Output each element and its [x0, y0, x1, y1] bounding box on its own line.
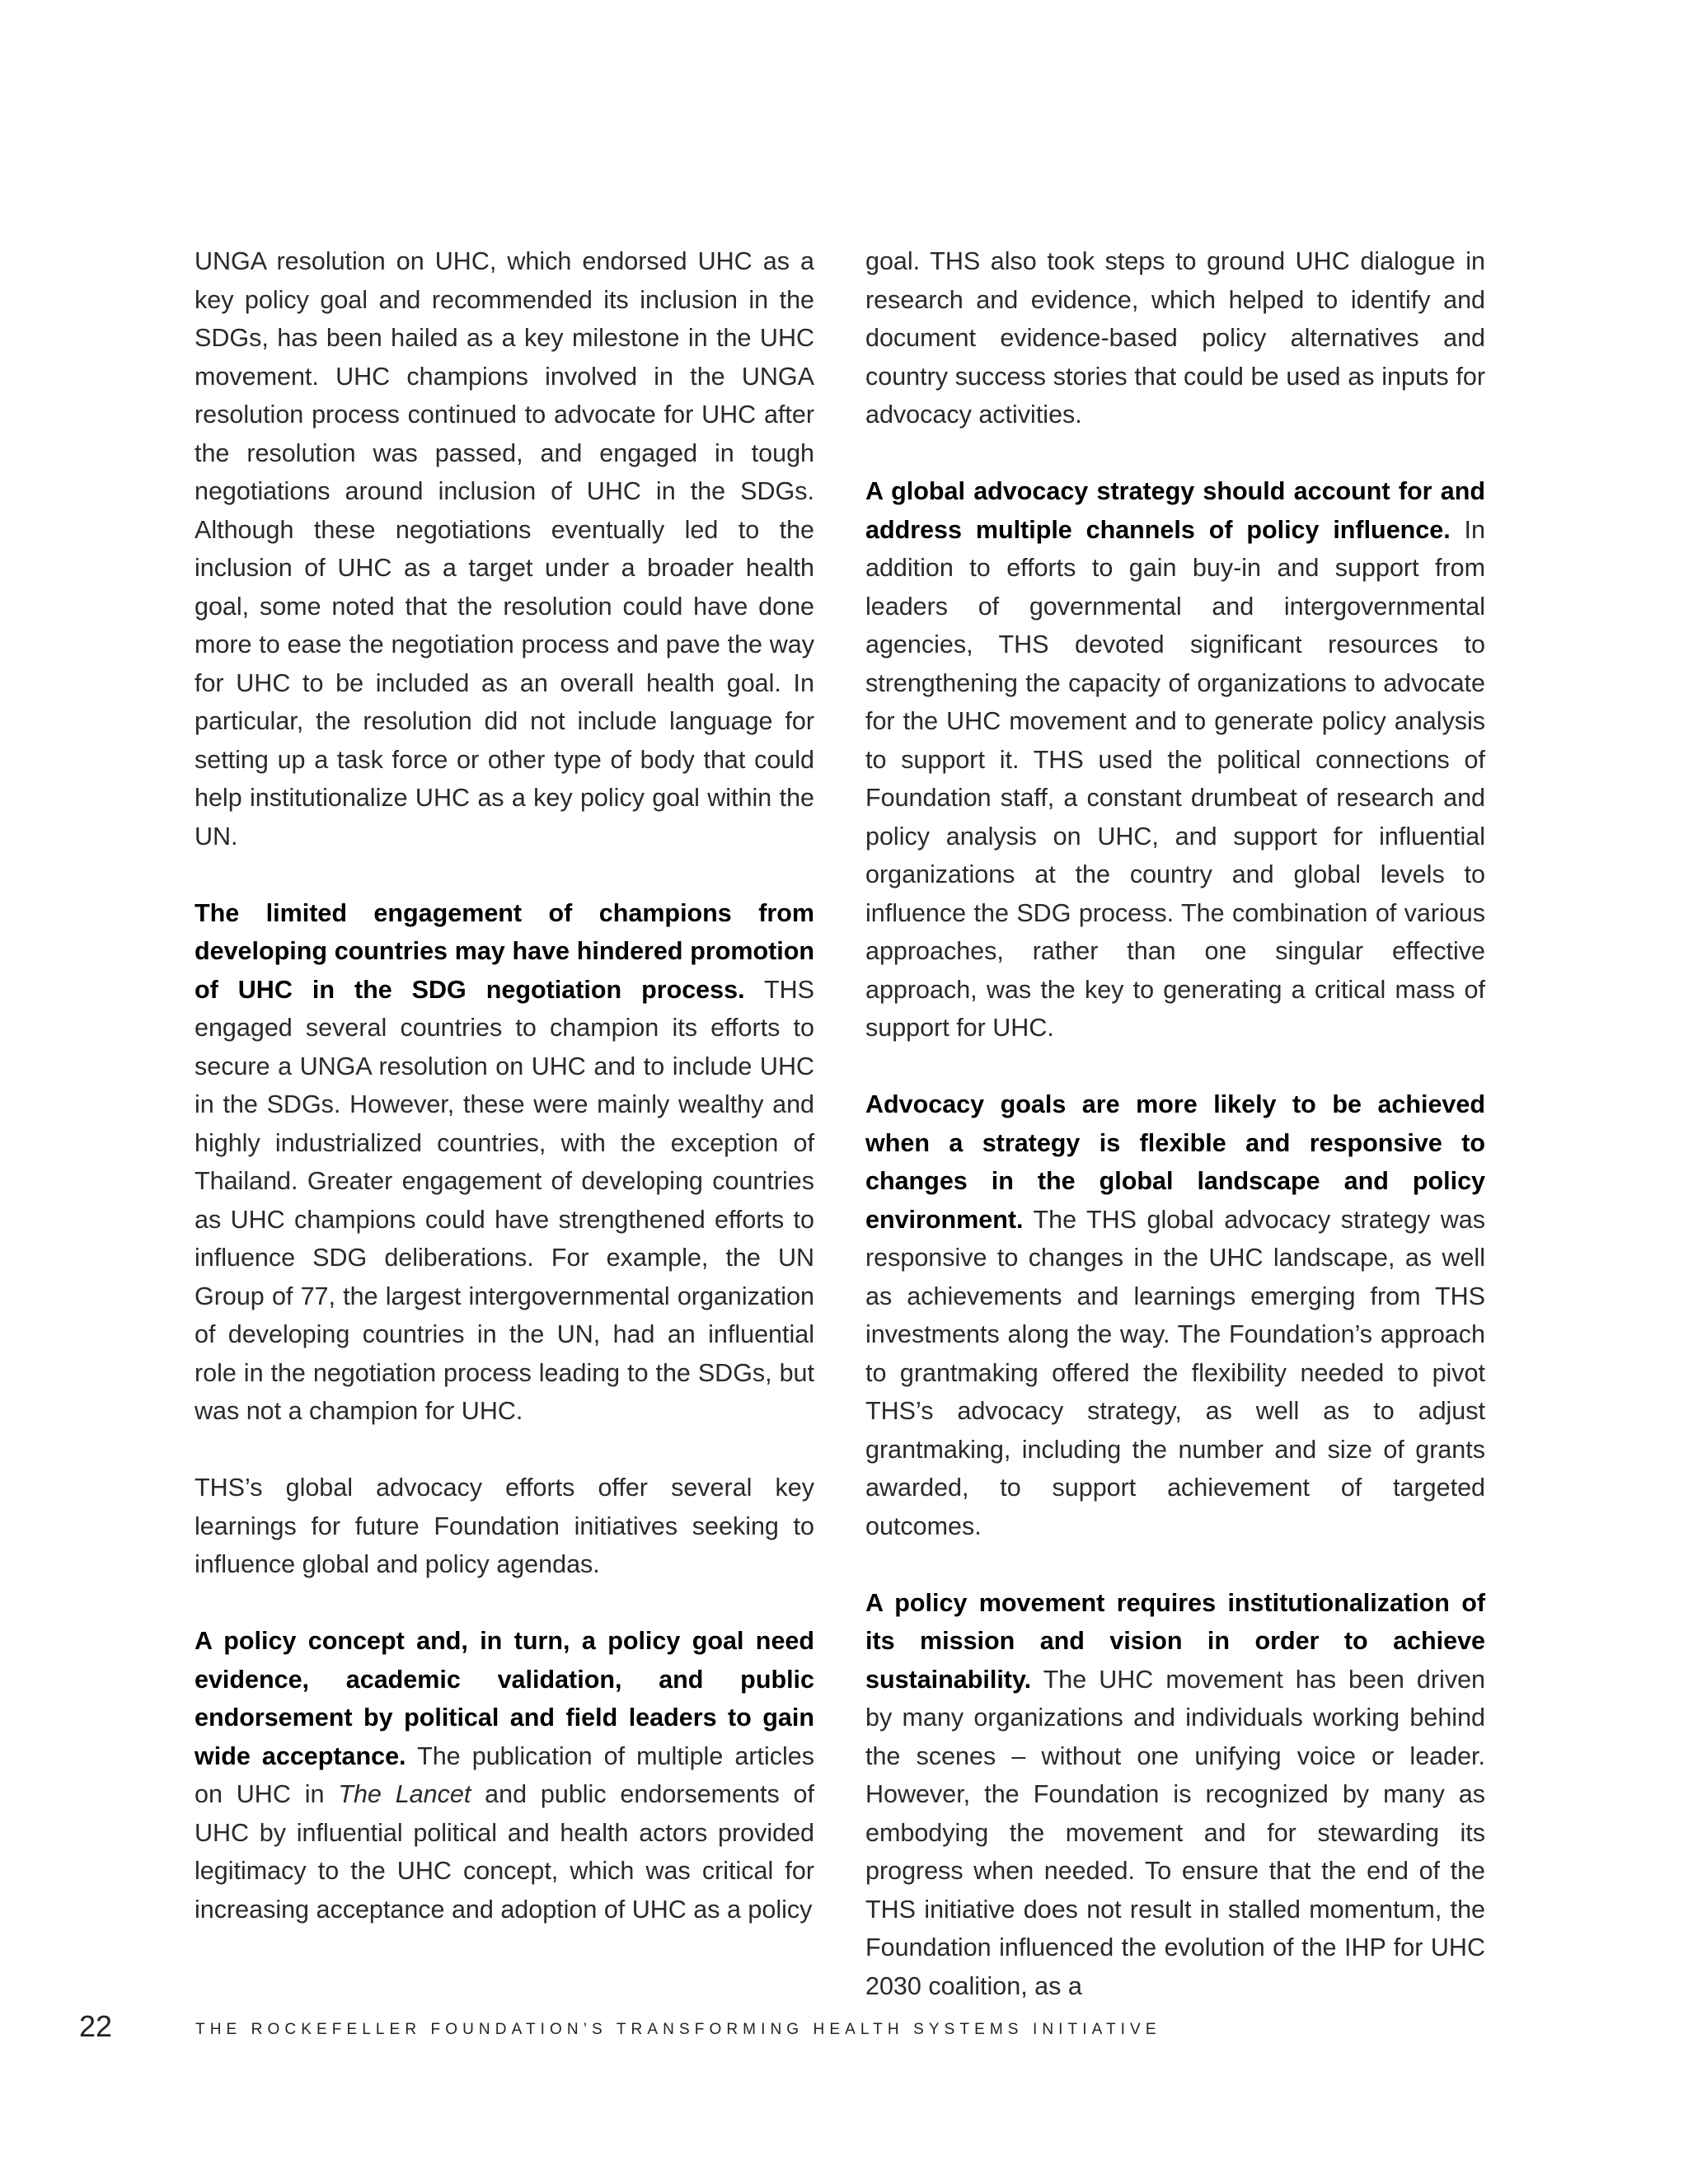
paragraph-text: The publication of multiple articles on UHC in: [195, 1741, 814, 1808]
paragraph-text: and public endorsements of UHC by influential political and health actors provided legitimacy to the UHC concept, which was critical for increasing acceptance and adoption of UHC as a policy: [195, 1780, 814, 1924]
paragraph-text: The UHC movement has been driven by many organizations and individuals working behind the scenes – without one unifying voice or leader. However, the Foundation is recognized by many as embodying the movement and for stewarding its progress when needed. To ensure that the end of the THS initiative does not result in stalled momentum, the Foundation influenced the evolution of the IHP for UHC 2030 coalition, as a: [865, 1665, 1485, 2000]
paragraph-text: goal. THS also took steps to ground UHC dialogue in research and evidence, which helped to identify and document evidence-based policy alternatives and country success stories that could be used as inputs for advocacy activities.: [865, 247, 1485, 429]
paragraph-text: UNGA resolution on UHC, which endorsed UHC as a key policy goal and recommended its inclusion in the SDGs, has been hailed as a key milestone in the UHC movement. UHC champions involved in the UNGA resolution process continued to advocate for UHC after the resolution was passed, and engaged in tough negotiations around inclusion of UHC in the SDGs. Although these negotiations eventually led to the inclusion of UHC as a target under a broader health goal, some noted that the resolution could have done more to ease the negotiation process and pave the way for UHC to be included as an overall health goal. In particular, the resolution did not include language for setting up a task force or other type of body that could help institutionalize UHC as a key policy goal within the UN.: [195, 247, 814, 851]
left-column: [195, 242, 814, 1929]
paragraph-institutionalization: [865, 1584, 1485, 2006]
paragraph-key-learnings: [195, 1469, 814, 1584]
paragraph-lead-heading: A policy concept and, in turn, a policy goal need evidence, academic validation, and public endorsement by political and field leaders to gain wide acceptance.: [195, 1627, 814, 1770]
paragraph-unga-resolution: [195, 242, 814, 855]
right-column: [865, 242, 1485, 2005]
paragraph-evidence-grounding: [865, 242, 1485, 434]
paragraph-text: THS’s global advocacy efforts offer several key learnings for future Foundation initiatives seeking to influence global and policy agendas.: [195, 1474, 814, 1578]
journal-title: The Lancet: [338, 1780, 471, 1808]
paragraph-lead-heading: A global advocacy strategy should account for and address multiple channels of policy influence.: [865, 477, 1485, 544]
paragraph-policy-concept: [195, 1622, 814, 1929]
paragraph-text: The THS global advocacy strategy was responsive to changes in the UHC landscape, as well as achievements and learnings emerging from THS investments along the way. The Foundation’s approach to grantmaking offered the flexibility needed to pivot THS’s advocacy strategy, as well as to adjust grantmaking, including the number and size of grants awarded, to support achievement of targeted outcomes.: [865, 1205, 1485, 1540]
page-number: 22: [79, 2009, 113, 2043]
paragraph-text: THS engaged several countries to champion its efforts to secure a UNGA resolution on UHC and to include UHC in the SDGs. However, these were mainly wealthy and highly industrialized countries, with the exception of Thailand. Greater engagement of developing countries as UHC champions could have strengthened efforts to influence SDG deliberations. For example, the UN Group of 77, the largest intergovernmental organization of developing countries in the UN, had an influential role in the negotiation process leading to the SDGs, but was not a champion for UHC.: [195, 975, 814, 1425]
paragraph-lead-heading: Advocacy goals are more likely to be achieved when a strategy is flexible and responsive to changes in the global landscape and policy environment.: [865, 1090, 1485, 1234]
paragraph-lead-heading: The limited engagement of champions from developing countries may have hindered promotion of UHC in the SDG negotiation process.: [195, 898, 814, 1004]
running-footer-title: THE ROCKEFELLER FOUNDATION’S TRANSFORMING HEALTH SYSTEMS INITIATIVE: [195, 2021, 1161, 2038]
paragraph-limited-engagement: [195, 894, 814, 1431]
paragraph-advocacy-channels: [865, 472, 1485, 1047]
paragraph-text: In addition to efforts to gain buy-in and support from leaders of governmental and intergovernmental agencies, THS devoted significant resources to strengthening the capacity of organizations to advocate for the UHC movement and to generate policy analysis to support it. THS used the political connections of Foundation staff, a constant drumbeat of research and policy analysis on UHC, and support for influential organizations at the country and global levels to influence the SDG process. The combination of various approaches, rather than one singular effective approach, was the key to generating a critical mass of support for UHC.: [865, 515, 1485, 1042]
paragraph-flexible-strategy: [865, 1085, 1485, 1545]
paragraph-lead-heading: A policy movement requires institutionalization of its mission and vision in order to achieve sustainability.: [865, 1588, 1485, 1694]
